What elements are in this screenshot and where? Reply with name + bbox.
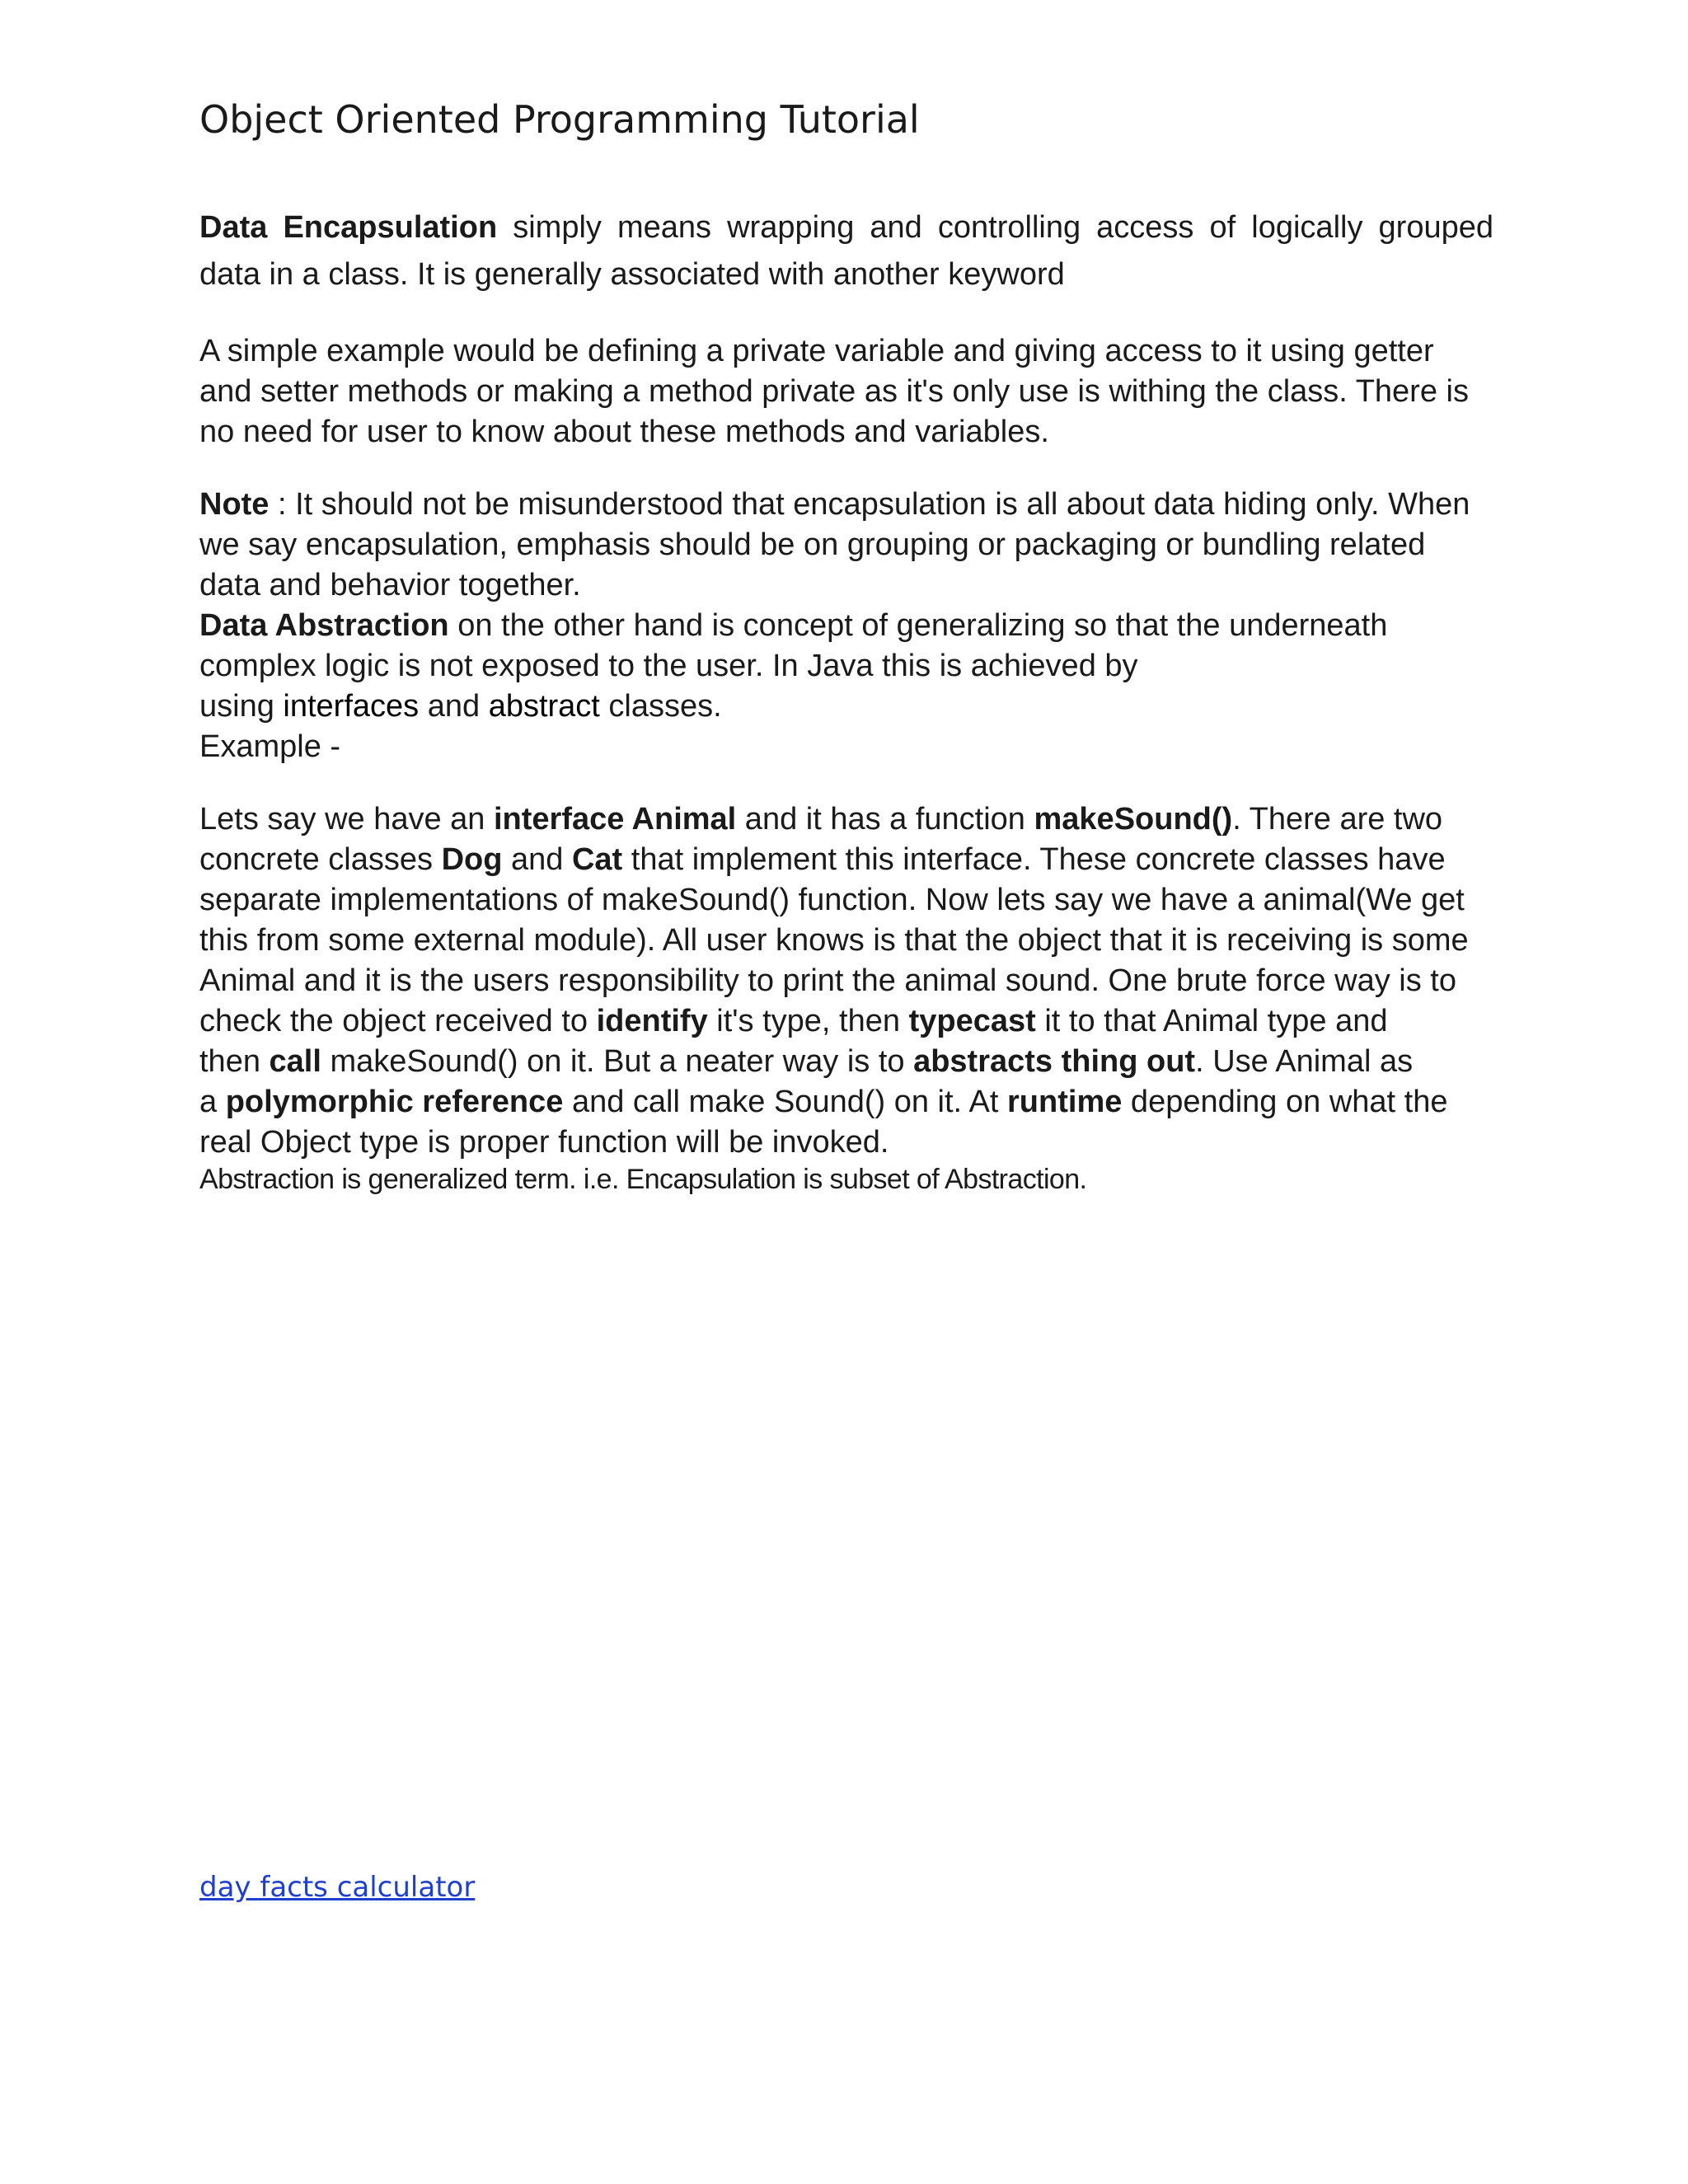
text-segment: and <box>502 842 572 877</box>
text-segment: using <box>199 689 284 724</box>
example-label: Example - <box>199 729 341 764</box>
bold-term: identify <box>596 1004 708 1038</box>
abstraction-line-1-text: on the other hand is concept of generalizing so that the underneath <box>448 608 1388 643</box>
abstraction-term: Data Abstraction <box>199 608 449 643</box>
abstraction-line-3 <box>199 687 1493 727</box>
bold-term: runtime <box>1007 1085 1123 1119</box>
encapsulation-paragraph <box>199 204 1493 298</box>
encapsulation-term: Data Encapsulation <box>199 210 498 245</box>
note-line-1 <box>199 485 1493 525</box>
animal-line-5: Animal and it is the users responsibility to print the animal sound. One brute force way is to <box>199 963 1456 998</box>
bold-term: typecast <box>908 1004 1036 1038</box>
animal-line-9: real Object type is proper function will be invoked. <box>199 1125 889 1160</box>
text-segment: . There are two <box>1232 802 1443 837</box>
bold-term: abstracts thing out <box>913 1044 1196 1079</box>
bold-term: Dog <box>441 842 503 877</box>
text-segment: makeSound() on it. But a neater way is to <box>321 1044 914 1079</box>
bold-term: polymorphic reference <box>225 1085 564 1119</box>
animal-line-2 <box>199 840 1493 880</box>
abstraction-line-2: complex logic is not exposed to the user. In Java this is achieved by <box>199 649 1138 683</box>
text-segment: . Use Animal as <box>1195 1044 1414 1079</box>
animal-example-paragraph <box>199 799 1493 1163</box>
bold-term: Cat <box>571 842 623 877</box>
interfaces-word: interfaces <box>283 689 420 724</box>
animal-line-1 <box>199 799 1493 840</box>
example-line-3: no need for user to know about these methods and variables. <box>199 415 1049 449</box>
example-line-1: A simple example would be defining a private variable and giving access to it using getter <box>199 334 1434 368</box>
bold-term: call <box>269 1044 321 1079</box>
animal-line-8 <box>199 1082 1493 1122</box>
animal-line-3: separate implementations of makeSound() function. Now lets say we have a animal(We get <box>199 883 1465 917</box>
note-label: Note <box>199 487 270 522</box>
text-segment: check the object received to <box>199 1004 597 1038</box>
bold-term: makeSound() <box>1034 802 1233 837</box>
note-line-2: we say encapsulation, emphasis should be on grouping or packaging or bundling related <box>199 527 1426 562</box>
note-paragraph <box>199 485 1493 767</box>
encapsulation-line-1 <box>199 204 1493 251</box>
text-segment: and it has a function <box>736 802 1034 837</box>
note-line-1-text: : It should not be misunderstood that encapsulation is all about data hiding only. When <box>269 487 1470 522</box>
text-segment: Lets say we have an <box>199 802 494 837</box>
animal-line-4: this from some external module). All user knows is that the object that it is receiving is some <box>199 923 1469 958</box>
animal-line-7 <box>199 1042 1493 1082</box>
text-segment: then <box>199 1044 270 1079</box>
animal-line-6 <box>199 1001 1493 1042</box>
text-segment: and <box>419 689 489 724</box>
example-line-2: and setter methods or making a method private as it's only use is withing the class. There is <box>199 374 1469 409</box>
text-segment: classes. <box>599 689 722 724</box>
text-segment: it to that Animal type and <box>1035 1004 1388 1038</box>
page-title: Object Oriented Programming Tutorial <box>199 97 920 142</box>
text-segment: that implement this interface. These concrete classes have <box>622 842 1446 877</box>
encapsulation-line-1-text: simply means wrapping and controlling access of logically grouped <box>497 210 1493 245</box>
bold-term: interface Animal <box>494 802 737 837</box>
note-line-3: data and behavior together. <box>199 568 581 602</box>
closing-statement: Abstraction is generalized term. i.e. Encapsulation is subset of Abstraction. <box>199 1164 1087 1195</box>
day-facts-calculator-link[interactable]: day facts calculator <box>199 1871 476 1904</box>
text-segment: and call make Sound() on it. At <box>563 1085 1008 1119</box>
encapsulation-line-2: data in a class. It is generally associated with another keyword <box>199 257 1065 292</box>
text-segment: a <box>199 1085 226 1119</box>
abstraction-line-1 <box>199 606 1493 646</box>
text-segment: depending on what the <box>1122 1085 1448 1119</box>
abstract-word: abstract <box>488 689 600 724</box>
text-segment: it's type, then <box>707 1004 909 1038</box>
text-segment: concrete classes <box>199 842 442 877</box>
example-paragraph <box>199 331 1493 452</box>
